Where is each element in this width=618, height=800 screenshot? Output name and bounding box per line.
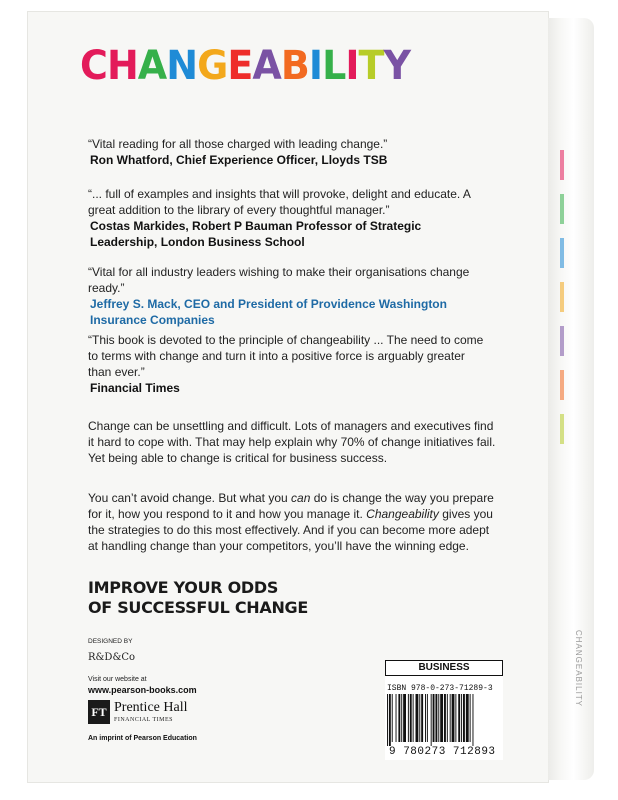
quote-text: “Vital for all industry leaders wishing to make their organisations change ready.” (88, 265, 470, 295)
barcode-bar (398, 694, 400, 742)
title-letter: A (137, 43, 167, 89)
ft-logo-icon: FT (88, 700, 110, 724)
barcode-bar (435, 694, 437, 742)
title-letter: A (252, 43, 281, 89)
title-letter: N (166, 43, 198, 89)
quote-text: “This book is devoted to the principle of changeability ... The need to come to terms with change and turn it into a positive force is arguably greater than ever.” (88, 333, 484, 379)
title-letter: Y (383, 43, 411, 89)
barcode-bar (450, 694, 451, 742)
barcode-bar (408, 694, 409, 742)
body-paragraph-1: Change can be unsettling and difficult. Lots of managers and executives find it hard to cope with. That may help explain why 70% of change initiatives fail. Yet being able to change is critical for business success. (88, 419, 496, 465)
barcode-bar (396, 694, 397, 742)
book-spine (548, 18, 594, 780)
quote-1 (88, 136, 488, 168)
barcode-bar (447, 694, 448, 742)
quote-text: “Vital reading for all those charged with leading change.” (88, 137, 388, 151)
para-emphasis: Changeability (366, 507, 439, 521)
barcode-bar (433, 694, 435, 742)
title-letter: G (197, 43, 228, 89)
spine-color-bar (560, 326, 564, 356)
imprint-line: An imprint of Pearson Education (88, 735, 197, 742)
title-letter: I (345, 43, 359, 89)
quote-4 (88, 332, 488, 396)
designed-by-label: DESIGNED BY (88, 638, 133, 645)
barcode-bar (413, 694, 414, 742)
category-label: BUSINESS (385, 660, 503, 676)
barcode-bar (458, 694, 460, 742)
barcode-bar (466, 694, 469, 742)
barcode-bar (387, 694, 388, 746)
book-title (80, 42, 410, 90)
barcode-bar (438, 694, 439, 742)
spine-color-bar (560, 414, 564, 444)
barcode-bar (403, 694, 406, 742)
barcode-bar (416, 694, 419, 742)
publisher-name: Prentice Hall (114, 700, 188, 715)
quote-author: Financial Times (90, 381, 180, 395)
ean-number: 9 780273 712893 (389, 746, 496, 758)
barcode-bar (410, 694, 412, 742)
title-letter: B (280, 43, 309, 89)
barcode-bar (473, 694, 474, 746)
spine-color-bar (560, 194, 564, 224)
quote-2 (88, 186, 488, 250)
barcode-bar (419, 694, 420, 742)
isbn-text: ISBN 978-0-273-71289-3 (387, 684, 493, 693)
para-text: You can’t avoid change. But what you (88, 491, 292, 505)
headline (88, 578, 388, 618)
barcode-bar (470, 694, 471, 742)
quote-author: Costas Markides, Robert P Bauman Professor of Strategic Leadership, London Business School (90, 219, 422, 249)
barcode-bar (444, 694, 446, 742)
para-emphasis: can (291, 491, 311, 505)
publisher-subtitle: FINANCIAL TIMES (114, 717, 174, 723)
barcode-bar (427, 694, 428, 742)
quote-text: “... full of examples and insights that will provoke, delight and educate. A great addition to the library of every thoughtful manager.” (88, 187, 471, 217)
designer-logo: R&D&Co (88, 652, 136, 663)
spine-color-bar (560, 150, 564, 180)
barcode-bar (401, 694, 402, 742)
barcode-bar (425, 694, 426, 742)
barcode-bar (455, 694, 456, 742)
barcode-bar (392, 694, 393, 742)
quote-3 (88, 264, 488, 328)
headline-line-2: OF SUCCESSFUL CHANGE (88, 598, 309, 617)
title-letter: T (358, 43, 384, 89)
headline-line-1: IMPROVE YOUR ODDS (88, 578, 279, 597)
website-label: Visit our website at (88, 676, 147, 683)
title-letter: E (227, 43, 253, 89)
quote-author: Ron Whatford, Chief Experience Officer, Lloyds TSB (90, 153, 388, 167)
spine-title: CHANGEABILITY (574, 630, 583, 708)
spine-color-bar (560, 238, 564, 268)
barcode-icon (387, 694, 499, 746)
title-letter: L (322, 43, 346, 89)
barcode-bar (389, 694, 391, 746)
para-text: gives you the strategies to do this most effectively. And if you can become more adept at handling change than your competitors, you’ll have the winning edge. (88, 507, 493, 553)
barcode-bar (431, 694, 432, 746)
barcode-bar (440, 694, 443, 742)
barcode-bar (461, 694, 462, 742)
spine-color-bar (560, 370, 564, 400)
barcode-bar (463, 694, 465, 742)
website-link[interactable]: www.pearson-books.com (88, 685, 197, 695)
barcode-bar (421, 694, 423, 742)
barcode-bar (452, 694, 455, 742)
quote-author: Jeffrey S. Mack, CEO and President of Providence Washington Insurance Companies (90, 297, 447, 327)
title-letter: H (106, 43, 138, 89)
body-paragraph-2 (88, 490, 498, 554)
title-letter: I (308, 43, 323, 89)
spine-color-bar (560, 282, 564, 312)
prentice-hall-logo (88, 700, 208, 730)
para-text: do is change the way you prepare for it, how you respond to it and how you manage it. (88, 491, 494, 521)
barcode-panel (385, 660, 503, 760)
title-letter: C (80, 43, 107, 89)
